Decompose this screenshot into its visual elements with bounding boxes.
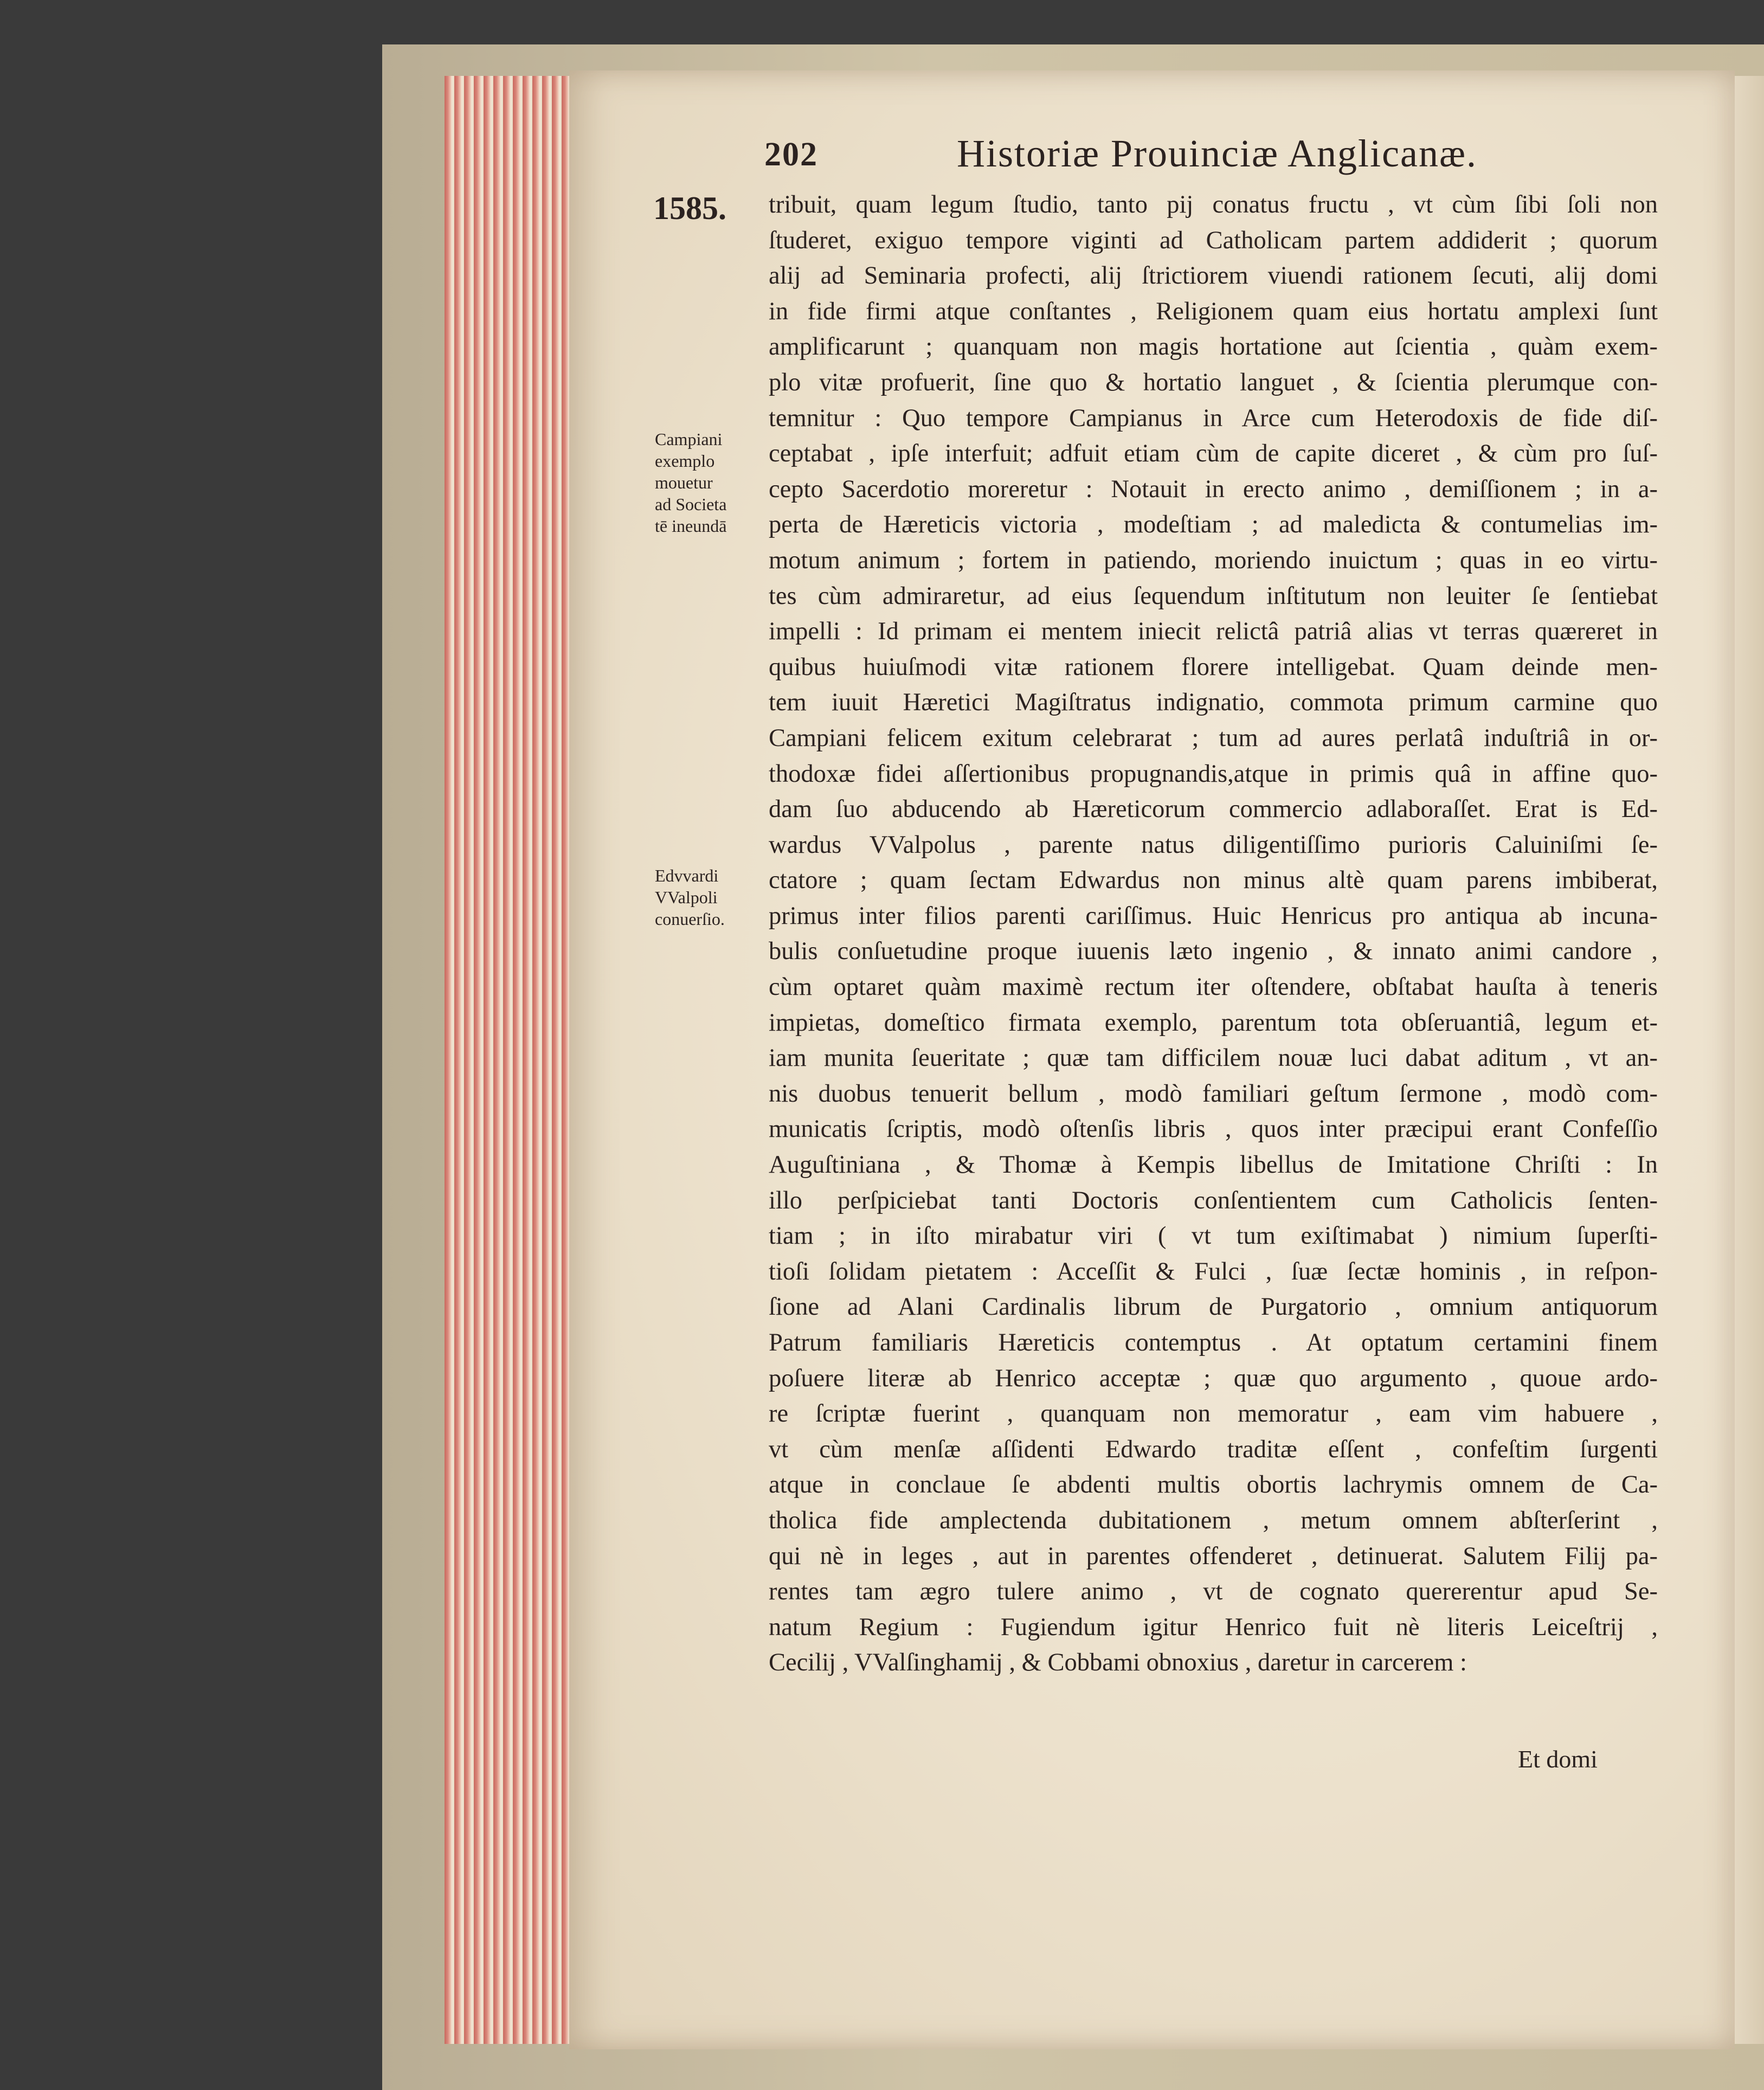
- marginal-note-line: tē ineundā: [655, 516, 727, 536]
- text-line: natum Regium : Fugiendum igitur Henrico fuit nè literis Leiceſtrij ,: [769, 1613, 1658, 1641]
- text-line: qui nè in leges , aut in parentes offenderet , detinuerat. Salutem Filij pa-: [769, 1542, 1658, 1570]
- text-line: dam ſuo abducendo ab Hæreticorum commercio adlaboraſſet. Erat is Ed-: [769, 795, 1658, 824]
- text-line: Auguſtiniana , & Thomæ à Kempis libellus de Imitatione Chriſti : In: [769, 1151, 1658, 1179]
- page-number: 202: [764, 136, 818, 173]
- body-text: [769, 187, 1658, 1681]
- text-line: municatis ſcriptis, modò oſtenſis libris , quos inter præcipui erant Confeſſio: [769, 1115, 1658, 1143]
- text-line: re ſcriptæ fuerint , quanquam non memoratur , eam vim habuere ,: [769, 1400, 1658, 1428]
- marginal-note-edvvardi: [655, 865, 763, 930]
- text-line: tiam ; in iſto mirabatur viri ( vt tum exiſtimabat ) nimium ſuperſti-: [769, 1222, 1658, 1250]
- text-line: illo perſpiciebat tanti Doctoris conſentientem cum Catholicis ſenten-: [769, 1186, 1658, 1214]
- marginal-note-line: VValpoli: [655, 888, 718, 907]
- marginal-note-line: exemplo: [655, 451, 715, 471]
- text-line: wardus VValpolus , parente natus diligentiſſimo purioris Caluiniſmi ſe-: [769, 831, 1658, 859]
- text-line: Patrum familiaris Hæreticis contemptus . At optatum certamini finem: [769, 1329, 1658, 1356]
- text-line: quibus huiuſmodi vitæ rationem florere intelligebat. Quam deinde men-: [769, 653, 1658, 681]
- text-line: poſuere literæ ab Henrico acceptæ ; quæ quo argumento , quoue ardo-: [769, 1364, 1658, 1392]
- text-line: motum animum ; fortem in patiendo, moriendo inuictum ; quas in eo virtu-: [769, 546, 1658, 574]
- catchword: Et domi: [1518, 1745, 1598, 1773]
- text-line: atque in conclaue ſe abdenti multis obortis lachrymis omnem de Ca-: [769, 1471, 1658, 1499]
- text-line: cùm optaret quàm maximè rectum iter oſtendere, obſtabat hauſta à teneris: [769, 973, 1658, 1001]
- text-line: alij ad Seminaria profecti, alij ſtrictiorem viuendi rationem ſecuti, alij domi: [769, 262, 1658, 290]
- text-line: vt cùm menſæ aſſidenti Edwardo traditæ eſſent , confeſtim ſurgenti: [769, 1435, 1658, 1463]
- text-line: impelli : Id primam ei mentem iniecit relictâ patriâ alias vt terras quæreret in: [769, 618, 1658, 646]
- marginal-note-line: Campiani: [655, 429, 723, 449]
- text-line: ſione ad Alani Cardinalis librum de Purgatorio , omnium antiquorum: [769, 1293, 1658, 1321]
- marginal-note-line: conuerſio.: [655, 909, 725, 929]
- marginal-note-line: ad Societa: [655, 494, 727, 514]
- marginal-note-campiani: [655, 428, 763, 537]
- text-line: in fide firmi atque conſtantes , Religionem quam eius hortatu amplexi ſunt: [769, 297, 1658, 325]
- text-line: ſtuderet, exiguo tempore viginti ad Catholicam partem addiderit ; quorum: [769, 226, 1658, 254]
- facing-page-edge: [1735, 76, 1764, 2044]
- text-line: Cecilij , VValſinghamij , & Cobbami obnoxius , daretur in carcerem :: [769, 1649, 1467, 1677]
- text-line: ceptabat , ipſe interfuit; adfuit etiam cùm de capite diceret , & cùm pro ſuſ-: [769, 440, 1658, 468]
- text-line: tes cùm admiraretur, ad eius ſequendum inſtitutum non leuiter ſe ſentiebat: [769, 582, 1658, 610]
- text-line: nis duobus tenuerit bellum , modò familiari geſtum ſermone , modò com-: [769, 1079, 1658, 1108]
- text-line: ctatore ; quam ſectam Edwardus non minus altè quam parens imbiberat,: [769, 866, 1658, 895]
- text-line: tholica fide amplectenda dubitationem , metum omnem abſterſerint ,: [769, 1506, 1658, 1534]
- page-edges: [445, 76, 575, 2044]
- text-line: perta de Hæreticis victoria , modeſtiam ; ad maledicta & contumelias im-: [769, 511, 1658, 539]
- text-line: impietas, domeſtico firmata exemplo, parentum tota obſeruantiâ, legum et-: [769, 1008, 1658, 1037]
- marginal-note-line: Edvvardi: [655, 866, 719, 885]
- text-line: temnitur : Quo tempore Campianus in Arce cum Heterodoxis de fide diſ-: [769, 404, 1658, 432]
- text-line: amplificarunt ; quanquam non magis hortatione aut ſcientia , quàm exem-: [769, 333, 1658, 361]
- year-marker: 1585.: [653, 190, 726, 226]
- text-line: thodoxæ fidei aſſertionibus propugnandis,atque in primis quâ in affine quo-: [769, 760, 1658, 788]
- text-line: cepto Sacerdotio moreretur : Notauit in erecto animo , demiſſionem ; in a-: [769, 475, 1658, 503]
- marginal-note-line: mouetur: [655, 473, 713, 492]
- text-line: tem iuuit Hæretici Magiſtratus indignatio, commota primum carmine quo: [769, 689, 1658, 717]
- text-line: Campiani felicem exitum celebrarat ; tum ad aures perlatâ induſtriâ in or-: [769, 724, 1658, 752]
- text-line: rentes tam ægro tulere animo , vt de cognato quererentur apud Se-: [769, 1578, 1658, 1606]
- text-line: iam munita ſeueritate ; quæ tam difficilem nouæ luci dabat aditum , vt an-: [769, 1044, 1658, 1072]
- text-line: tribuit, quam legum ſtudio, tanto pij conatus fructu , vt cùm ſibi ſoli non: [769, 191, 1658, 218]
- running-head: [764, 132, 1718, 184]
- text-line: primus inter filios parenti cariſſimus. Huic Henricus pro antiqua ab incuna-: [769, 902, 1658, 930]
- running-title: Historiæ Prouinciæ Anglicanæ.: [957, 132, 1478, 175]
- text-line: bulis conſuetudine proque iuuenis læto ingenio , & innato animi candore ,: [769, 937, 1658, 966]
- text-line: plo vitæ profuerit, ſine quo & hortatio languet , & ſcientia plerumque con-: [769, 368, 1658, 396]
- text-line: tioſi ſolidam pietatem : Acceſſit & Fulci , ſuæ ſectæ hominis , in reſpon-: [769, 1257, 1658, 1285]
